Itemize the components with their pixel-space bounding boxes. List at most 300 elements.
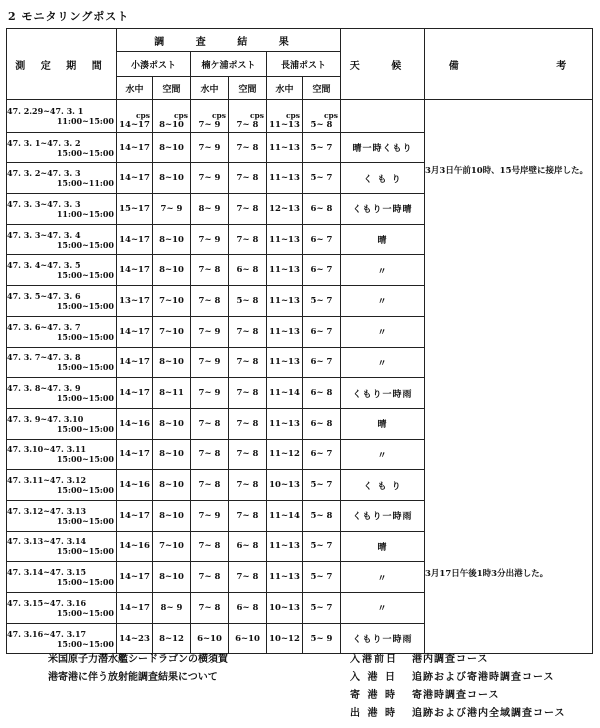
value-cell (229, 100, 267, 133)
value-range: 8~10 (159, 173, 184, 184)
value-cell (117, 316, 153, 347)
period-to: 47. 3.12 (49, 475, 87, 486)
value-range: 11~13 (269, 357, 300, 368)
period-time-start: 15:00 (56, 270, 83, 281)
value-range: 8~10 (159, 510, 184, 521)
value-range: 7~ 8 (198, 480, 221, 491)
period-from: 47. 3.15 (7, 597, 44, 608)
period-dates: 47. 3. 2~47. 3. 3 (7, 168, 81, 179)
period-dates: 47. 3.12~47. 3.13 (7, 505, 87, 516)
value-cell (191, 224, 229, 255)
value-cell (191, 623, 229, 654)
period-to: 47. 3.15 (49, 567, 87, 578)
period-time-end: 15:00 (88, 270, 114, 281)
value-cell (191, 132, 229, 163)
value-range: 14~23 (119, 633, 150, 644)
value-cell (117, 439, 153, 470)
period-time-start: 15:00 (56, 147, 83, 158)
period-from: 47. 2.29 (7, 105, 44, 116)
value-cell (191, 194, 229, 225)
value-range: 7~10 (159, 326, 184, 337)
header-medium: 水中 (191, 77, 229, 100)
value-cell (267, 500, 303, 531)
period-times: 15:00~15:00 (56, 300, 114, 311)
weather-cell: 晴 (341, 531, 425, 562)
value-range: 7~ 8 (236, 203, 259, 214)
period-times: 15:00~15:00 (56, 393, 114, 404)
value-range: 14~17 (119, 234, 150, 245)
value-cell (229, 500, 267, 531)
header-results: 調 査 結 果 (117, 29, 341, 52)
value-range: 7~ 9 (198, 326, 221, 337)
value-cell (303, 378, 341, 409)
period-times: 15:00~15:00 (56, 577, 114, 588)
value-cell (191, 378, 229, 409)
period-dates: 47. 3. 3~47. 3. 3 (7, 198, 81, 209)
unit-label: cps (323, 110, 339, 120)
value-cell (303, 500, 341, 531)
value-range: 11~13 (269, 173, 300, 184)
period-cell (7, 562, 117, 593)
weather-cell: く も り (341, 163, 425, 194)
legend-desc: 港内調査コース (412, 654, 489, 665)
value-cell (191, 593, 229, 624)
period-time-end: 15:00 (88, 485, 114, 496)
notes-cell (425, 100, 593, 654)
weather-cell: 〃 (341, 347, 425, 378)
value-cell (303, 439, 341, 470)
value-cell (229, 255, 267, 286)
value-cell (267, 255, 303, 286)
value-range: 6~10 (235, 633, 260, 644)
value-range: 14~17 (119, 572, 150, 583)
value-range: 11~13 (269, 572, 300, 583)
value-range: 7~ 9 (198, 142, 221, 153)
period-times: 15:00~15:00 (56, 546, 114, 557)
period-cell (7, 224, 117, 255)
header-notes (425, 29, 593, 100)
value-range: 14~17 (119, 142, 150, 153)
period-time-start: 15:00 (56, 515, 83, 526)
value-range: 7~ 8 (198, 295, 221, 306)
value-cell (303, 470, 341, 501)
unit-label: cps (135, 110, 150, 120)
value-cell (117, 286, 153, 317)
note-arrival: 3月3日午前10時、15号岸壁に接岸した。 (425, 166, 589, 176)
period-dates: 47. 3. 6~47. 3. 7 (7, 321, 81, 332)
value-cell (229, 408, 267, 439)
value-range: 14~17 (119, 602, 150, 613)
weather-cell: く も り (341, 470, 425, 501)
period-time-start: 15:00 (56, 607, 83, 618)
value-range: 6~ 7 (310, 234, 333, 245)
period-cell (7, 500, 117, 531)
value-cell (229, 347, 267, 378)
header-period: 測 定 期 間 (7, 29, 117, 100)
value-cell (267, 439, 303, 470)
legend-row (350, 651, 566, 669)
value-range: 11~12 (269, 449, 300, 460)
value-range: 14~17 (119, 449, 150, 460)
value-cell (229, 316, 267, 347)
legend-row (350, 687, 566, 705)
period-dates: 47. 3. 4~47. 3. 5 (7, 260, 81, 271)
value-range: 11~14 (269, 388, 300, 399)
value-cell (191, 255, 229, 286)
period-dates: 47. 3. 5~47. 3. 6 (7, 290, 81, 301)
period-from: 47. 3. 3 (7, 229, 41, 240)
value-cell (303, 132, 341, 163)
weather-cell: 〃 (341, 316, 425, 347)
value-range: 7~ 9 (198, 234, 221, 245)
period-time-start: 15:00 (56, 239, 83, 250)
period-cell (7, 408, 117, 439)
header-medium: 空間 (303, 77, 341, 100)
value-range: 14~17 (119, 119, 150, 130)
value-cell (267, 316, 303, 347)
period-cell (7, 194, 117, 225)
value-range: 7~10 (159, 295, 184, 306)
period-times: 15:00~15:00 (56, 423, 114, 434)
legend-key: 入 港 日 (350, 672, 397, 683)
period-to: 47. 3. 9 (47, 383, 81, 394)
period-from: 47. 3.14 (7, 567, 44, 578)
header-weather: 天 候 (341, 29, 425, 100)
period-cell (7, 439, 117, 470)
value-range: 8~10 (159, 142, 184, 153)
value-cell (153, 470, 191, 501)
value-range: 14~16 (119, 418, 150, 429)
period-time-end: 15:00 (88, 208, 114, 219)
value-range: 6~ 7 (310, 357, 333, 368)
value-cell (117, 163, 153, 194)
legend-key: 出 港 時 (350, 708, 397, 719)
value-range: 5~ 9 (310, 633, 333, 644)
value-range: 14~17 (119, 357, 150, 368)
value-range: 8~ 9 (160, 602, 183, 613)
period-time-start: 15:00 (56, 331, 83, 342)
value-cell (267, 100, 303, 133)
value-cell (267, 562, 303, 593)
value-cell (229, 439, 267, 470)
period-time-end: 15:00 (88, 147, 114, 158)
header-post-kominato: 小湊ポスト (117, 52, 191, 77)
value-range: 7~ 8 (236, 510, 259, 521)
period-time-start: 15:00 (56, 393, 83, 404)
period-times: 11:00~15:00 (56, 208, 114, 219)
value-range: 7~ 8 (198, 602, 221, 613)
period-times: 15:00~15:00 (56, 515, 114, 526)
value-cell (117, 100, 153, 133)
value-range: 8~10 (159, 234, 184, 245)
unit-label: cps (173, 110, 188, 120)
value-range: 11~13 (269, 234, 300, 245)
table-row (7, 100, 593, 133)
value-cell (229, 132, 267, 163)
value-cell (267, 347, 303, 378)
period-time-start: 11:00 (56, 208, 83, 219)
value-cell (229, 224, 267, 255)
period-to: 47. 3.11 (49, 444, 87, 455)
period-to: 47. 3. 4 (47, 229, 81, 240)
value-range: 8~10 (159, 449, 184, 460)
header-notes-char-2: 考 (556, 60, 569, 72)
period-to: 47. 3. 5 (47, 260, 81, 271)
period-cell (7, 316, 117, 347)
value-cell (267, 470, 303, 501)
period-to: 47. 3.16 (49, 597, 87, 608)
value-range: 6~ 8 (310, 203, 333, 214)
value-cell (153, 347, 191, 378)
value-cell (267, 408, 303, 439)
value-cell (267, 593, 303, 624)
footer-legend (350, 651, 566, 723)
value-range: 14~17 (119, 510, 150, 521)
value-range: 14~17 (119, 388, 150, 399)
period-to: 47. 3. 8 (47, 352, 81, 363)
period-time-end: 15:00 (88, 115, 114, 126)
value-range: 11~13 (269, 326, 300, 337)
value-cell (229, 286, 267, 317)
value-cell (191, 347, 229, 378)
value-cell (153, 500, 191, 531)
period-times: 15:00~15:00 (56, 485, 114, 496)
weather-cell: くもり一時晴 (341, 194, 425, 225)
value-range: 10~13 (269, 602, 300, 613)
value-cell (191, 100, 229, 133)
period-time-end: 15:00 (88, 300, 114, 311)
period-from: 47. 3.16 (7, 628, 44, 639)
legend-desc: 追跡および寄港時調査コース (412, 672, 555, 683)
period-from: 47. 3. 1 (7, 137, 41, 148)
period-time-end: 15:00 (88, 515, 114, 526)
period-cell (7, 378, 117, 409)
value-cell (267, 132, 303, 163)
value-range: 5~ 7 (310, 541, 333, 552)
value-range: 11~13 (269, 295, 300, 306)
value-range: 7~ 8 (236, 388, 259, 399)
period-from: 47. 3. 8 (7, 383, 41, 394)
value-range: 8~10 (159, 418, 184, 429)
value-range: 11~14 (269, 510, 300, 521)
value-range: 7~ 9 (198, 357, 221, 368)
value-range: 5~ 8 (310, 119, 333, 130)
value-cell (229, 470, 267, 501)
period-time-start: 15:00 (56, 178, 83, 189)
period-from: 47. 3. 5 (7, 290, 41, 301)
value-range: 6~ 8 (236, 541, 259, 552)
section-title: 2 モニタリングポスト (8, 10, 130, 23)
period-from: 47. 3. 9 (7, 413, 41, 424)
value-cell (153, 439, 191, 470)
period-to: 47. 3. 1 (49, 105, 84, 116)
legend-row (350, 669, 566, 687)
period-time-start: 15:00 (56, 485, 83, 496)
value-range: 8~12 (159, 633, 184, 644)
value-cell (191, 500, 229, 531)
value-cell (191, 439, 229, 470)
period-time-end: 15:00 (88, 362, 114, 373)
value-range: 11~13 (269, 142, 300, 153)
period-to: 47. 3.13 (49, 505, 87, 516)
value-cell (303, 316, 341, 347)
value-cell (117, 593, 153, 624)
period-times: 11:00~15:00 (56, 115, 114, 126)
value-cell (191, 286, 229, 317)
period-cell (7, 470, 117, 501)
value-range: 11~13 (269, 265, 300, 276)
period-to: 47. 3. 2 (47, 137, 81, 148)
value-range: 6~10 (197, 633, 222, 644)
value-range: 14~16 (119, 541, 150, 552)
period-time-end: 15:00 (88, 423, 114, 434)
value-cell (267, 378, 303, 409)
period-dates: 47. 3.13~47. 3.14 (7, 536, 87, 547)
period-times: 15:00~15:00 (56, 638, 114, 649)
value-cell (267, 286, 303, 317)
value-cell (117, 347, 153, 378)
period-from: 47. 3.10 (7, 444, 44, 455)
value-cell (153, 562, 191, 593)
period-times: 15:00~11:00 (56, 178, 114, 189)
header-notes-char-1: 備 (448, 60, 461, 72)
value-cell (153, 224, 191, 255)
header-post-kusugaura: 楠ケ浦ポスト (191, 52, 267, 77)
period-to: 47. 3. 3 (47, 168, 81, 179)
value-cell (153, 623, 191, 654)
value-cell (303, 623, 341, 654)
value-cell (153, 378, 191, 409)
value-range: 10~12 (269, 633, 300, 644)
value-cell (303, 531, 341, 562)
value-cell (153, 255, 191, 286)
value-range: 5~ 7 (310, 295, 333, 306)
value-range: 8~10 (159, 480, 184, 491)
value-cell (117, 194, 153, 225)
value-range: 8~10 (159, 265, 184, 276)
period-time-end: 15:00 (88, 454, 114, 465)
value-range: 5~ 7 (310, 173, 333, 184)
value-cell (303, 593, 341, 624)
period-time-start: 15:00 (56, 546, 83, 557)
value-cell (267, 531, 303, 562)
value-range: 14~17 (119, 265, 150, 276)
footer-caption-line: 港寄港に伴う放射能調査結果について (48, 672, 218, 683)
value-range: 12~13 (269, 203, 300, 214)
period-dates: 47. 2.29~47. 3. 1 (7, 105, 84, 116)
value-range: 13~17 (119, 295, 150, 306)
value-cell (229, 623, 267, 654)
period-times: 15:00~15:00 (56, 270, 114, 281)
value-range: 7~ 8 (198, 418, 221, 429)
value-cell (191, 531, 229, 562)
table-body (7, 100, 593, 654)
period-cell (7, 593, 117, 624)
legend-desc: 追跡および港内全域調査コース (412, 708, 566, 719)
value-cell (191, 316, 229, 347)
legend-key: 寄 港 時 (350, 690, 397, 701)
weather-cell: 〃 (341, 593, 425, 624)
period-time-end: 15:00 (88, 331, 114, 342)
period-time-start: 15:00 (56, 300, 83, 311)
period-cell (7, 347, 117, 378)
value-cell (303, 408, 341, 439)
value-cell (267, 194, 303, 225)
weather-cell: 〃 (341, 439, 425, 470)
value-range: 14~16 (119, 480, 150, 491)
legend-row (350, 705, 566, 723)
period-times: 15:00~15:00 (56, 239, 114, 250)
value-range: 5~ 8 (236, 295, 259, 306)
period-dates: 47. 3. 8~47. 3. 9 (7, 383, 81, 394)
value-range: 8~10 (159, 572, 184, 583)
value-cell (153, 531, 191, 562)
header-medium: 水中 (117, 77, 153, 100)
period-from: 47. 3.12 (7, 505, 44, 516)
period-from: 47. 3. 6 (7, 321, 41, 332)
value-cell (153, 132, 191, 163)
unit-label: cps (211, 110, 226, 120)
value-range: 7~ 8 (236, 173, 259, 184)
value-cell (303, 255, 341, 286)
value-cell (229, 593, 267, 624)
weather-cell: くもり一時雨 (341, 623, 425, 654)
header-medium: 空間 (153, 77, 191, 100)
period-times: 15:00~15:00 (56, 362, 114, 373)
note-departure: 3月17日午後1時3分出港した。 (425, 569, 549, 579)
period-cell (7, 100, 117, 133)
value-cell (117, 470, 153, 501)
value-range: 6~ 7 (310, 326, 333, 337)
value-cell (153, 194, 191, 225)
value-cell (117, 132, 153, 163)
value-range: 15~17 (119, 203, 150, 214)
value-range: 7~ 8 (236, 480, 259, 491)
weather-cell: 〃 (341, 255, 425, 286)
weather-cell: 〃 (341, 562, 425, 593)
period-dates: 47. 3. 3~47. 3. 4 (7, 229, 81, 240)
value-cell (191, 163, 229, 194)
period-dates: 47. 3. 7~47. 3. 8 (7, 352, 81, 363)
value-range: 7~ 8 (198, 265, 221, 276)
value-cell (229, 531, 267, 562)
value-cell (191, 408, 229, 439)
header-medium: 水中 (267, 77, 303, 100)
period-to: 47. 3. 6 (47, 290, 81, 301)
period-from: 47. 3. 3 (7, 198, 41, 209)
period-time-start: 15:00 (56, 454, 83, 465)
value-range: 11~13 (269, 418, 300, 429)
period-time-start: 15:00 (56, 638, 83, 649)
value-range: 7~ 9 (198, 510, 221, 521)
period-to: 47. 3.10 (47, 413, 84, 424)
period-time-end: 15:00 (88, 577, 114, 588)
value-range: 7~10 (159, 541, 184, 552)
weather-cell (341, 100, 425, 133)
value-range: 8~10 (159, 119, 184, 130)
legend-key: 入港前日 (350, 654, 398, 665)
value-cell (303, 286, 341, 317)
value-cell (117, 378, 153, 409)
period-to: 47. 3.17 (49, 628, 87, 639)
value-cell (267, 623, 303, 654)
value-range: 7~ 8 (236, 357, 259, 368)
value-cell (303, 562, 341, 593)
period-time-start: 15:00 (56, 362, 83, 373)
header-medium: 空間 (229, 77, 267, 100)
period-times: 15:00~15:00 (56, 147, 114, 158)
value-range: 5~ 7 (310, 480, 333, 491)
